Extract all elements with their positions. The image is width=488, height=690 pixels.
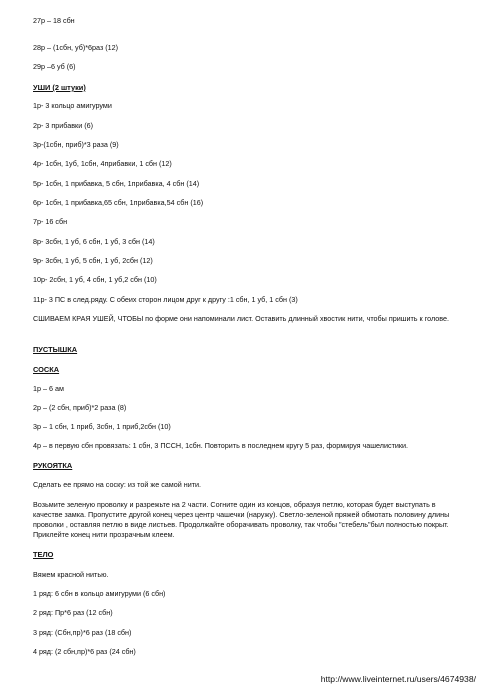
text-line: 6р- 1сбн, 1 прибавка,65 сбн, 1прибавка,54 сбн (16) xyxy=(33,198,204,207)
text-line: Сделать ее прямо на соску: из той же самой нити. xyxy=(33,480,202,489)
text-line: 5р- 1сбн, 1 прибавка, 5 сбн, 1прибавка, 4 сбн (14) xyxy=(33,179,200,188)
section-heading: СОСКА xyxy=(33,365,60,374)
section-heading: ТЕЛО xyxy=(33,550,54,559)
text-line: 10р- 2сбн, 1 уб, 4 сбн, 1 уб,2 сбн (10) xyxy=(33,275,157,284)
text-line: Вяжем красной нитью. xyxy=(33,570,109,579)
text-line: 2 ряд: Пр*6 раз (12 сбн) xyxy=(33,608,113,617)
text-line: 3р – 1 сбн, 1 приб, 3сбн, 1 приб,2сбн (10) xyxy=(33,422,171,431)
section-heading: УШИ (2 штуки) xyxy=(33,83,86,92)
text-line: 1 ряд: 6 сбн в кольцо амигуруми (6 сбн) xyxy=(33,589,166,598)
text-line: 2р – (2 сбн, приб)*2 раза (8) xyxy=(33,403,127,412)
text-paragraph: Возьмите зеленую проволку и разрежьте на 2 части. Согните один из концов, образуя петлю, которая будет выступать в качестве замка. Пропустите другой конец через центр чашечки (наружу). Светло-зеленой пряжей обмотать половину длины проволки , оставляя петлю в виде листьев. Продолжайте оборачивать проволку, так чтобы "стебель"был полностью покрыт. Приклейте конец нити прозрачным клеем. xyxy=(33,500,450,539)
text-line: 1р- 3 кольцо амигуруми xyxy=(33,101,112,110)
text-line: 29р –6 уб (6) xyxy=(33,62,76,71)
text-line: 3 ряд: (Сбн,пр)*6 раз (18 сбн) xyxy=(33,628,132,637)
text-line: 1р – 6 ам xyxy=(33,384,64,393)
text-line: 2р- 3 прибавки (6) xyxy=(33,121,93,130)
text-line: 27р – 18 сбн xyxy=(33,16,75,25)
source-url: http://www.liveinternet.ru/users/4674938/ xyxy=(320,674,476,684)
text-line: 4р- 1сбн, 1уб, 1сбн, 4прибавки, 1 сбн (12) xyxy=(33,159,172,168)
text-line: 7р- 16 сбн xyxy=(33,217,68,226)
text-line: 11р- 3 ПС в след.ряду. С обеих сторон лицом друг к другу :1 сбн, 1 уб, 1 сбн (3) xyxy=(33,295,298,304)
text-line: 4р – в первую сбн провязать: 1 сбн, 3 ПССН, 1сбн. Повторить в последнем кругу 5 раз, формируя чашелистики. xyxy=(33,441,409,450)
text-line: 9р- 3сбн, 1 уб, 5 сбн, 1 уб, 2сбн (12) xyxy=(33,256,153,265)
section-heading: РУКОЯТКА xyxy=(33,461,73,470)
text-line: 28р – (1сбн, уб)*6раз (12) xyxy=(33,43,119,52)
text-line: 4 ряд: (2 сбн,пр)*6 раз (24 сбн) xyxy=(33,647,136,656)
text-line: 8р- 3сбн, 1 уб, 6 сбн, 1 уб, 3 сбн (14) xyxy=(33,237,155,246)
text-line: 3р-(1сбн, приб)*3 раза (9) xyxy=(33,140,119,149)
section-heading: ПУСТЫШКА xyxy=(33,345,78,354)
text-paragraph: СШИВАЕМ КРАЯ УШЕЙ, ЧТОБЫ по форме они напоминали лист. Оставить длинный хвостик нити, чтобы пришить к голове. xyxy=(33,314,450,323)
